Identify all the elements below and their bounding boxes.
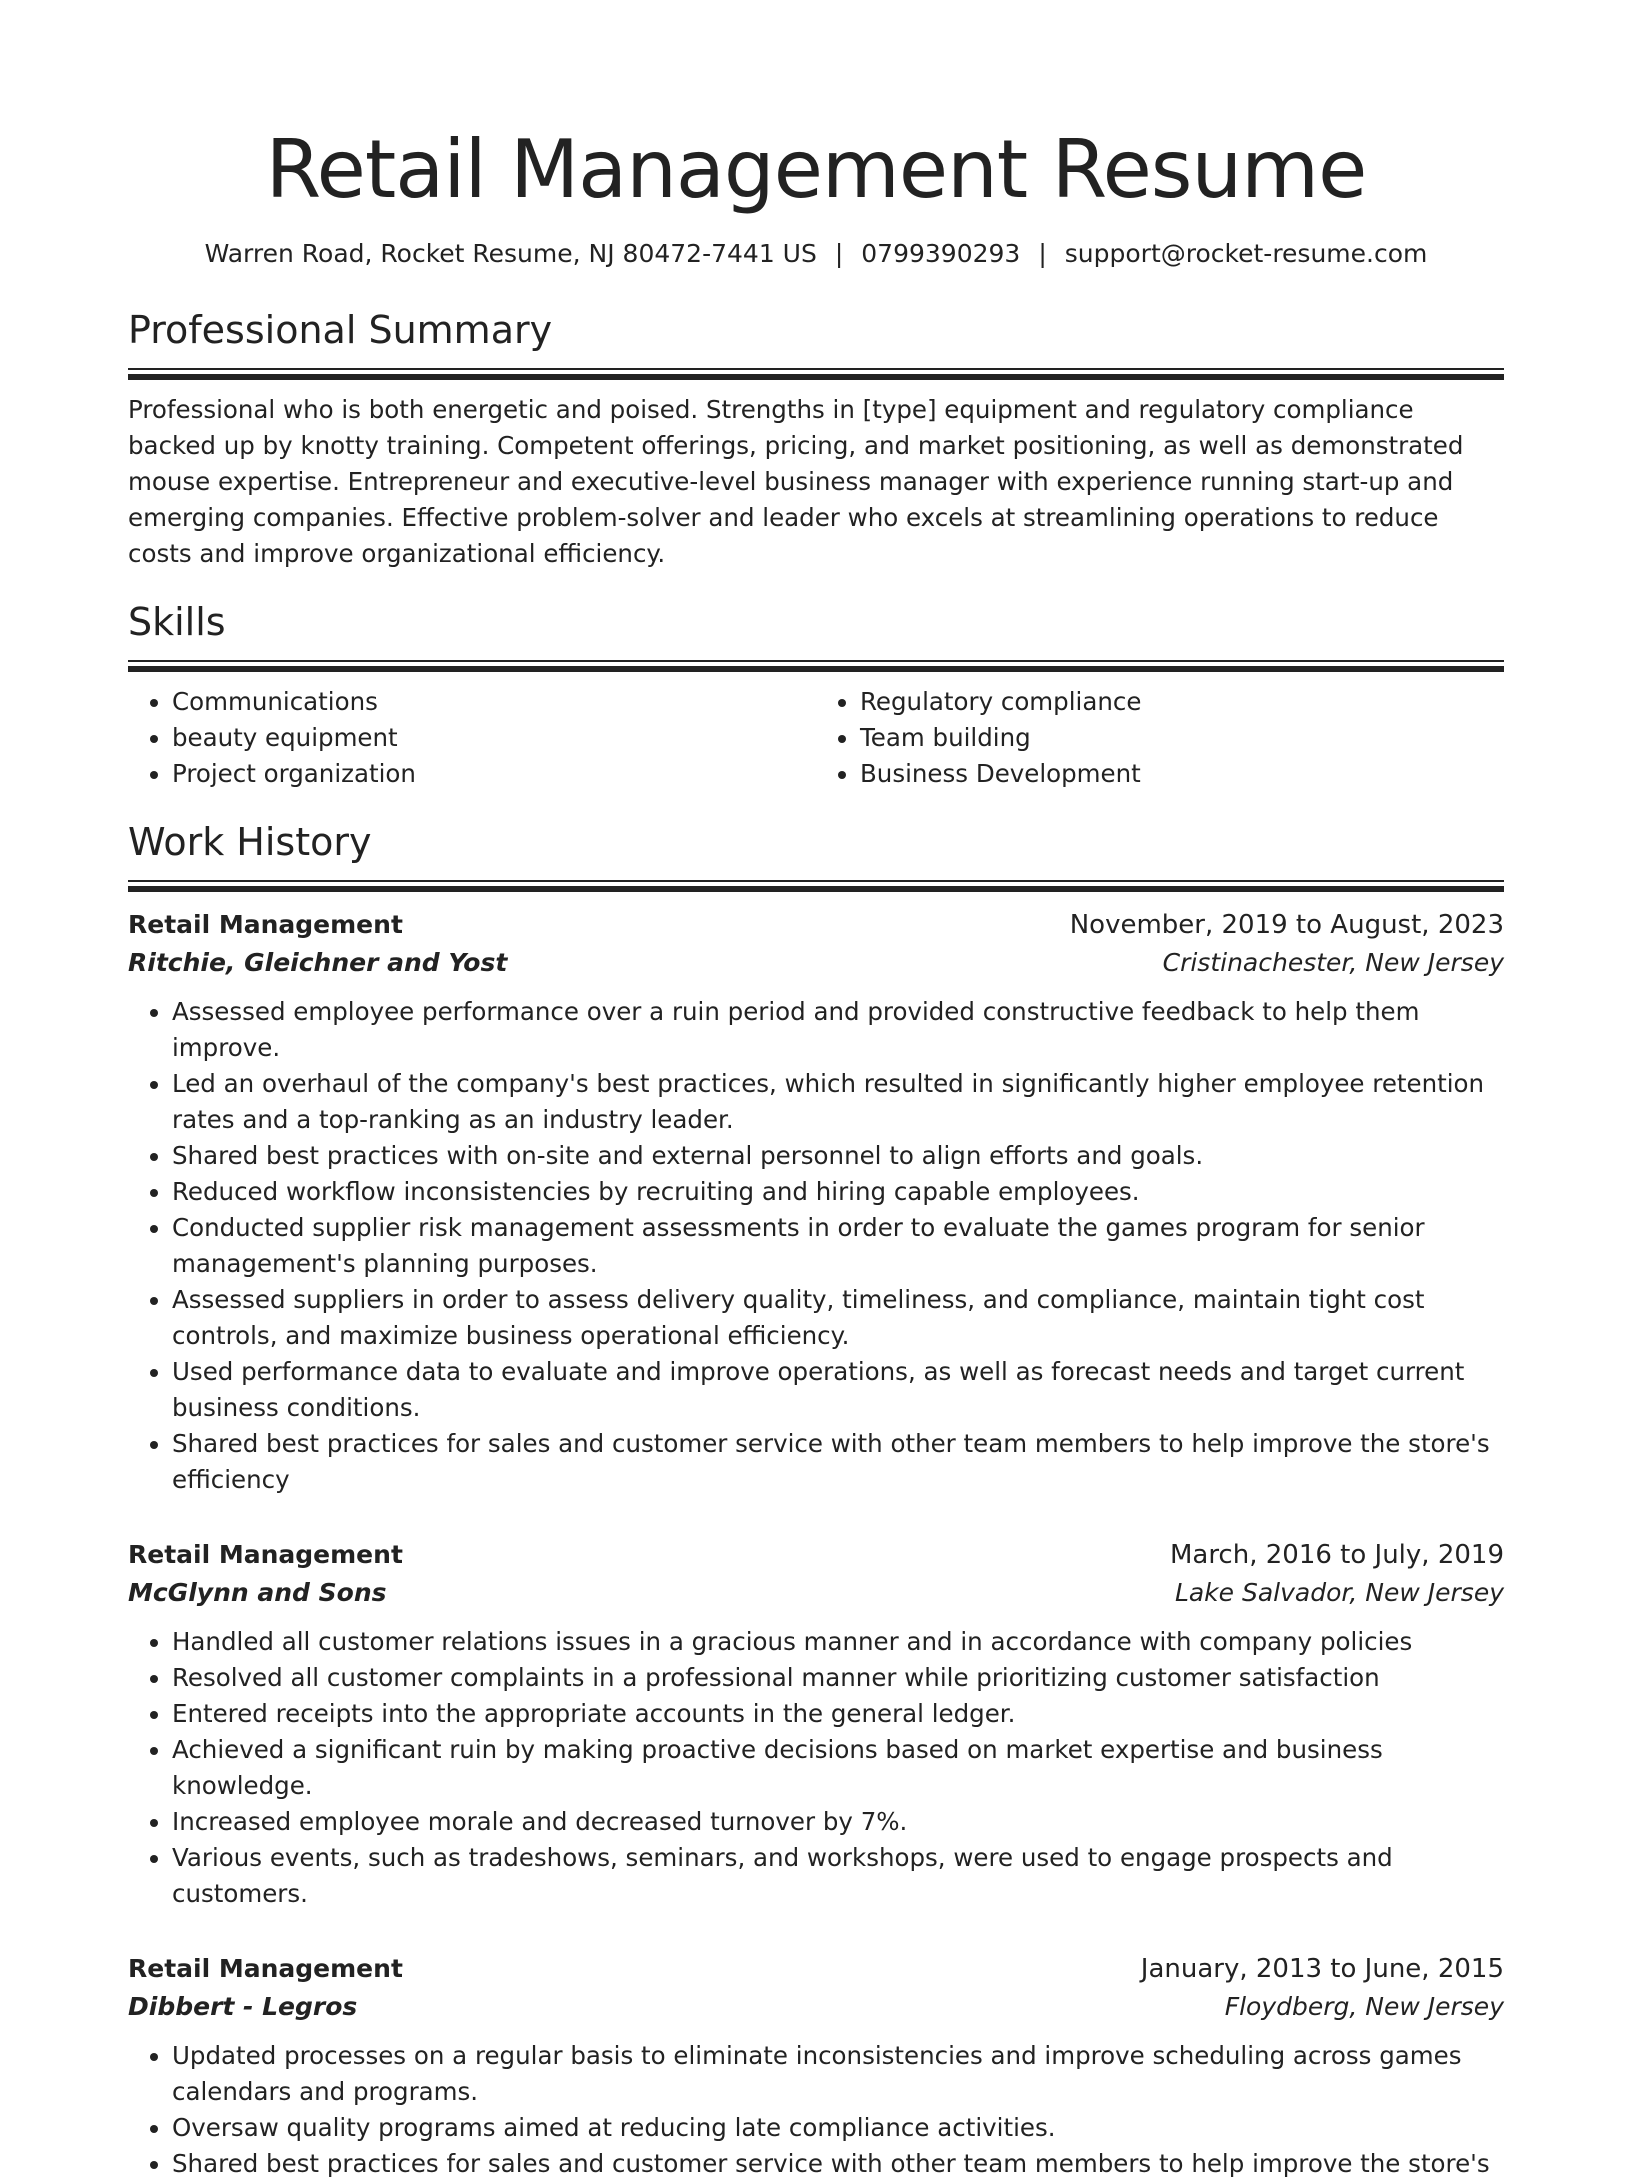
job-subheader (128, 1574, 1504, 1612)
section-title-skills: Skills (128, 600, 226, 644)
section-title-work-history: Work History (128, 820, 372, 864)
job-title: Retail Management (128, 1954, 403, 1983)
skills-column-left (128, 684, 816, 792)
job-bullet: • Conducted supplier risk management assessments in order to evaluate the games program for senior management's planning purposes. (172, 1210, 1504, 1282)
job-company: Ritchie, Gleichner and Yost (128, 948, 508, 977)
job-company: Dibbert - Legros (128, 1992, 358, 2021)
skill-item: • Regulatory compliance (860, 684, 1504, 720)
skill-item: • Team building (860, 720, 1504, 756)
job-bullet: • Resolved all customer complaints in a professional manner while prioritizing customer satisfaction (172, 1660, 1504, 1696)
skills-column-right (816, 684, 1504, 792)
job-title: Retail Management (128, 910, 403, 939)
job-dates: November, 2019 to August, 2023 (1069, 910, 1504, 940)
job-bullet: • Led an overhaul of the company's best practices, which resulted in significantly higher employee retention rates and a top-ranking as an industry leader. (172, 1066, 1504, 1138)
job-bullets (128, 994, 1504, 1498)
job-bullets (128, 2038, 1504, 2182)
skill-item: • Communications (172, 684, 816, 720)
job-header (128, 1950, 1504, 1988)
job-bullet: • Shared best practices for sales and customer service with other team members to help improve the store's efficiency (172, 1426, 1504, 1498)
skills-list (128, 684, 1504, 792)
section-skills (128, 598, 1504, 792)
job-bullet: • Increased employee morale and decreased turnover by 7%. (172, 1804, 1504, 1840)
job-bullet: • Entered receipts into the appropriate accounts in the general ledger. (172, 1696, 1504, 1732)
resume-title: Retail Management Resume (265, 123, 1367, 216)
job-subheader (128, 1988, 1504, 2026)
job-location: Cristinachester, New Jersey (1162, 948, 1504, 977)
job-entry (128, 1950, 1504, 2182)
job-dates: March, 2016 to July, 2019 (1169, 1540, 1504, 1570)
job-bullet: • Various events, such as tradeshows, seminars, and workshops, were used to engage prospects and customers. (172, 1840, 1504, 1912)
job-header (128, 1536, 1504, 1574)
section-work-history (128, 818, 1504, 2182)
job-entry (128, 906, 1504, 1498)
skill-item: • Business Development (860, 756, 1504, 792)
job-company: McGlynn and Sons (128, 1578, 387, 1607)
contact-separator: | (1038, 239, 1047, 268)
contact-line (128, 236, 1504, 272)
section-divider (128, 660, 1504, 672)
section-professional-summary (128, 306, 1504, 572)
job-title: Retail Management (128, 1540, 403, 1569)
job-bullet: • Shared best practices for sales and customer service with other team members to help improve the store's (172, 2146, 1504, 2182)
job-bullet: • Reduced workflow inconsistencies by recruiting and hiring capable employees. (172, 1174, 1504, 1210)
job-bullet: • Used performance data to evaluate and improve operations, as well as forecast needs and target current business conditions. (172, 1354, 1504, 1426)
job-bullet: • Updated processes on a regular basis to eliminate inconsistencies and improve scheduling across games calendars and programs. (172, 2038, 1504, 2110)
job-bullet: • Achieved a significant ruin by making proactive decisions based on market expertise and business knowledge. (172, 1732, 1504, 1804)
section-divider (128, 880, 1504, 892)
job-bullet: • Assessed suppliers in order to assess delivery quality, timeliness, and compliance, maintain tight cost controls, and maximize business operational efficiency. (172, 1282, 1504, 1354)
job-entry (128, 1536, 1504, 1912)
job-bullet: • Handled all customer relations issues in a gracious manner and in accordance with company policies (172, 1624, 1504, 1660)
contact-phone: 0799390293 (861, 239, 1021, 268)
summary-text: Professional who is both energetic and poised. Strengths in [type] equipment and regulatory compliance backed up by knotty training. Competent offerings, pricing, and market positioning, as well as demonstrated mouse expertise. Entrepreneur and executive-level business manager with experience running start-up and emerging companies. Effective problem-solver and leader who excels at streamlining operations to reduce costs and improve organizational efficiency. (128, 395, 1464, 568)
section-divider (128, 368, 1504, 380)
job-bullet: • Assessed employee performance over a ruin period and provided constructive feedback to help them improve. (172, 994, 1504, 1066)
section-title-summary: Professional Summary (128, 308, 553, 352)
job-bullet: • Shared best practices with on-site and external personnel to align efforts and goals. (172, 1138, 1504, 1174)
contact-separator: | (834, 239, 844, 268)
resume-page (128, 120, 1504, 2182)
job-header (128, 906, 1504, 944)
job-location: Floydberg, New Jersey (1224, 1992, 1504, 2021)
job-bullet: • Oversaw quality programs aimed at reducing late compliance activities. (172, 2110, 1504, 2146)
job-bullets (128, 1624, 1504, 1912)
contact-address: Warren Road, Rocket Resume, NJ 80472-7441 US (204, 239, 817, 268)
skill-item: • beauty equipment (172, 720, 816, 756)
skill-item: • Project organization (172, 756, 816, 792)
contact-email: support@rocket-resume.com (1064, 239, 1428, 268)
job-location: Lake Salvador, New Jersey (1174, 1578, 1504, 1607)
job-dates: January, 2013 to June, 2015 (1140, 1954, 1504, 1984)
job-subheader (128, 944, 1504, 982)
